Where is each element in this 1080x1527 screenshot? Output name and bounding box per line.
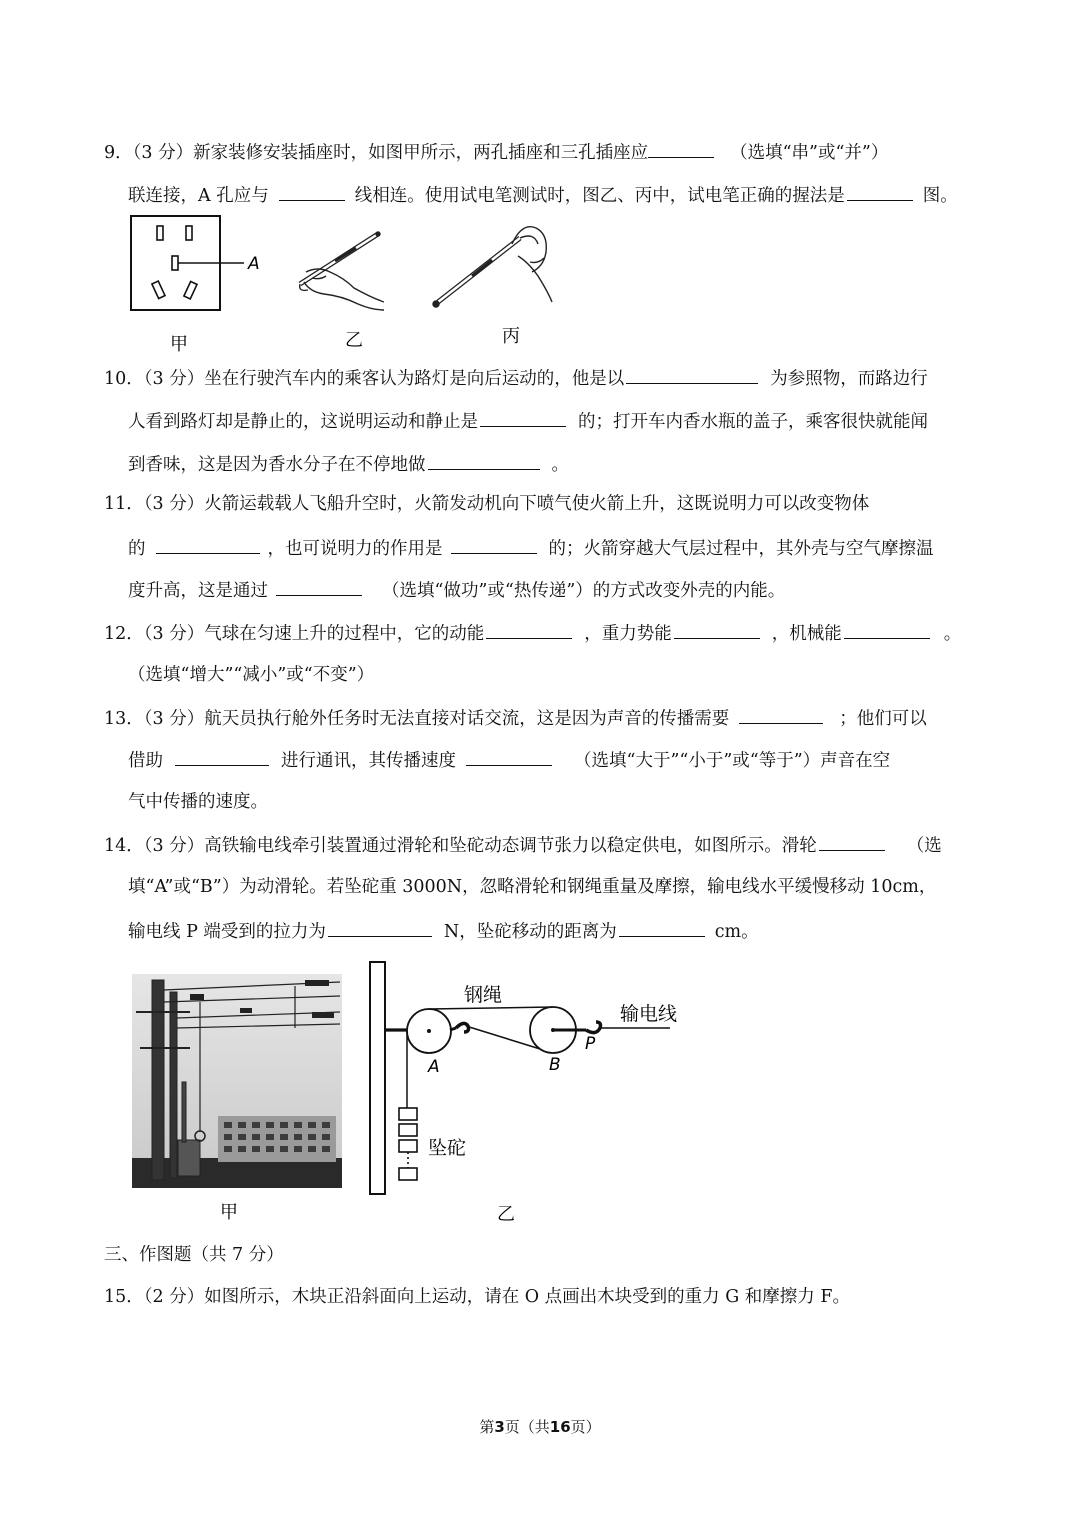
q11-line3 — [128, 577, 785, 603]
figure-label-yi: 乙 — [497, 1204, 515, 1225]
answer-blank[interactable] — [156, 535, 260, 554]
wall-post — [370, 962, 385, 1194]
q9-line2 — [128, 182, 958, 208]
answer-blank[interactable] — [486, 620, 572, 639]
q11-text: 的 — [128, 539, 146, 559]
q11-text: 11．（3 分）火箭运载载人飞船升空时，火箭发动机向下喷气使火箭上升，这既说明力可以改变物体 — [104, 494, 870, 514]
answer-blank[interactable] — [674, 620, 760, 639]
footer-text: 页） — [570, 1418, 601, 1436]
answer-blank[interactable] — [451, 535, 537, 554]
weight-stack — [399, 1108, 417, 1180]
q15-text: 15．（2 分）如图所示，木块正沿斜面向上运动，请在 O 点画出木块受到的重力 G 和摩擦力 F。 — [104, 1287, 850, 1307]
q14-line1 — [104, 832, 942, 858]
figure-label-jia: 甲 — [220, 1202, 238, 1223]
q14-text: （选 — [906, 836, 942, 856]
q9-line1 — [104, 139, 888, 165]
answer-blank[interactable] — [276, 577, 362, 596]
q9-text: 图。 — [922, 186, 958, 206]
q11-line2 — [128, 535, 934, 561]
socket-label-a: A — [248, 254, 260, 274]
q9-text: 9．（3 分）新家装修安装插座时，如图甲所示，两孔插座和三孔插座应 — [104, 143, 649, 163]
q12-text: ，机械能 — [771, 624, 842, 644]
answer-blank[interactable] — [328, 918, 432, 937]
label-pulley-b: B — [549, 1055, 561, 1075]
q9-text: （选填“串”或“并”） — [730, 143, 889, 163]
building — [218, 1116, 336, 1162]
q13-text: 气中传播的速度。 — [128, 792, 268, 812]
footer-text: 页（共 — [504, 1418, 550, 1436]
q12-line2 — [128, 663, 374, 687]
test-pen-hold-yi — [300, 232, 384, 310]
q13-line2 — [128, 747, 890, 773]
q11-line1 — [104, 492, 869, 516]
q14-line3 — [128, 918, 759, 944]
q14-pulley-figure — [360, 958, 690, 1228]
label-weight: 坠砣 — [428, 1137, 467, 1159]
q13-text: 进行通讯，其传播速度 — [281, 751, 456, 771]
page-footer — [0, 1416, 1080, 1437]
q10-text: 到香味，这是因为香水分子在不停地做 — [128, 455, 426, 475]
q14-text: 14．（3 分）高铁输电线牵引装置通过滑轮和坠砣动态调节张力以稳定供电，如图所示。滑轮 — [104, 836, 817, 856]
socket-figure — [131, 216, 260, 310]
q14-text: N，坠砣移动的距离为 — [443, 922, 617, 942]
q10-line1 — [104, 365, 928, 391]
q11-text: （选填“做功”或“热传递”）的方式改变外壳的内能。 — [382, 581, 786, 601]
q13-text: ；他们可以 — [839, 709, 927, 729]
q13-text: 13．（3 分）航天员执行舱外任务时无法直接对话交流，这是因为声音的传播需要 — [104, 709, 730, 729]
answer-blank[interactable] — [279, 182, 345, 201]
q14-text: cm。 — [714, 922, 759, 942]
page-number: 3 — [494, 1418, 505, 1436]
q12-text: ，重力势能 — [584, 624, 672, 644]
q13-line3 — [128, 790, 268, 814]
q14-photo-figure — [130, 972, 346, 1224]
footer-text: 第 — [479, 1418, 495, 1436]
q9-text: 线相连。使用试电笔测试时，图乙、丙中，试电笔正确的握法是 — [354, 186, 845, 206]
q11-text: 度升高，这是通过 — [128, 581, 268, 601]
q12-line1 — [104, 620, 961, 646]
answer-blank[interactable] — [739, 705, 823, 724]
answer-blank[interactable] — [466, 747, 552, 766]
answer-blank[interactable] — [626, 365, 758, 384]
page-total: 16 — [549, 1418, 571, 1436]
q10-text: 的；打开车内香水瓶的盖子，乘客很快就能闻 — [578, 412, 928, 432]
section-heading — [104, 1243, 284, 1267]
q10-line2 — [128, 408, 928, 434]
q10-text: 为参照物，而路边行 — [770, 369, 928, 389]
answer-blank[interactable] — [619, 918, 705, 937]
answer-blank[interactable] — [428, 451, 540, 470]
q15-line1 — [104, 1285, 850, 1309]
q10-line3 — [128, 451, 569, 477]
q13-line1 — [104, 705, 927, 731]
answer-blank[interactable] — [648, 139, 714, 158]
label-rope: 钢绳 — [464, 984, 503, 1006]
label-wire: 输电线 — [620, 1003, 678, 1025]
q13-text: （选填“大于”“小于”或“等于”）声音在空 — [574, 751, 891, 771]
q12-text: 12．（3 分）气球在匀速上升的过程中，它的动能 — [104, 624, 485, 644]
test-pen-hold-bing — [433, 227, 552, 307]
section-title: 三、作图题（共 7 分） — [104, 1245, 284, 1265]
q10-text: 。 — [551, 455, 569, 475]
figure-label-bing: 丙 — [502, 326, 520, 347]
q14-line2 — [128, 875, 936, 899]
q13-text: 借助 — [128, 751, 163, 771]
answer-blank[interactable] — [819, 832, 885, 851]
q10-text: 人看到路灯却是静止的，这说明运动和静止是 — [128, 412, 478, 432]
q14-text: 输电线 P 端受到的拉力为 — [128, 922, 326, 942]
label-pulley-a: A — [428, 1057, 440, 1077]
answer-blank[interactable] — [480, 408, 566, 427]
q14-text: 填“A”或“B”）为动滑轮。若坠砣重 3000N，忽略滑轮和钢绳重量及摩擦，输电线水平缓慢移动 10cm， — [128, 877, 937, 897]
answer-blank[interactable] — [847, 182, 913, 201]
label-point-p: P — [585, 1034, 596, 1054]
q9-text: 联连接，A 孔应与 — [128, 186, 269, 206]
q11-text: ，也可说明力的作用是 — [267, 539, 443, 559]
q10-text: 10．（3 分）坐在行驶汽车内的乘客认为路灯是向后运动的，他是以 — [104, 369, 625, 389]
answer-blank[interactable] — [175, 747, 269, 766]
q11-text: 的；火箭穿越大气层过程中，其外壳与空气摩擦温 — [548, 539, 934, 559]
figure-label-yi: 乙 — [345, 330, 363, 351]
figure-label-jia: 甲 — [170, 334, 188, 354]
pulley-a — [385, 1009, 469, 1053]
q9-figure — [120, 212, 560, 354]
answer-blank[interactable] — [844, 620, 930, 639]
q12-text: 。 — [943, 624, 962, 644]
q12-text: （选填“增大”“减小”或“不变”） — [128, 665, 375, 685]
